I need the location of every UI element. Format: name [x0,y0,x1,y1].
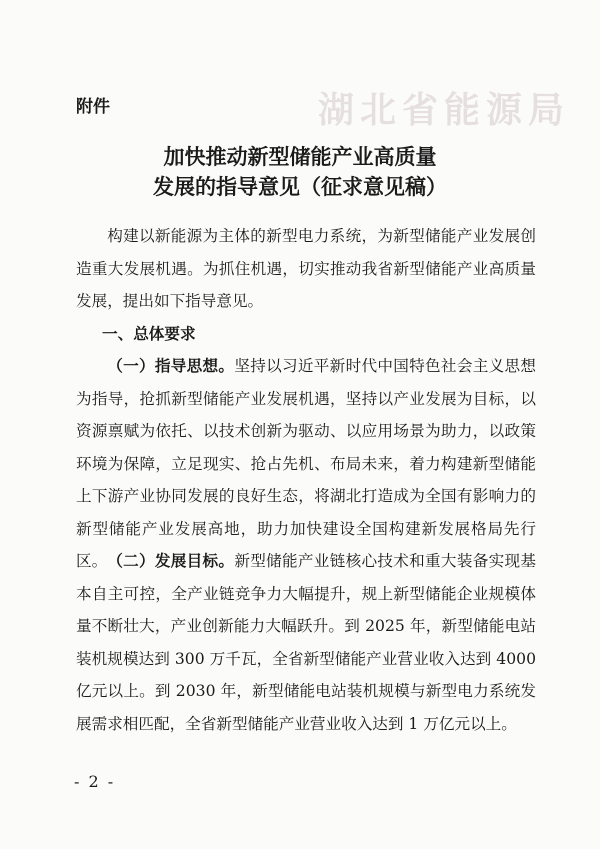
development-goals-paragraph [76,545,536,740]
document-title-line-2: 发展的指导意见（征求意见稿） [153,174,447,199]
paragraph-body: 新型储能产业链核心技术和重大装备实现基本自主可控，全产业链竞争力大幅提升，规上新型储能企业规模体量不断壮大，产业创新能力大幅跃升。到 2025 年，新型储能电站装机规模达到 300 万千瓦，全省新型储能产业营业收入达到 4000 亿元以上。到 2030 年，新型储能电站装机规模与新型电力系统发展需求相匹配，全省新型储能产业营业收入达到 1 万亿元以上。 [76,552,536,733]
document-title-line-1: 加快推动新型储能产业高质量 [163,144,437,169]
intro-paragraph: 构建以新能源为主体的新型电力系统，为新型储能产业发展创造重大发展机遇。为抓住机遇，切实推动我省新型储能产业高质量发展，提出如下指导意见。 [76,227,536,310]
section-heading: 一、总体要求 [102,325,196,343]
guiding-ideology-paragraph [76,350,536,578]
page-number: - 2 - [74,772,116,791]
paragraph-lead: （二）发展目标。 [107,552,235,570]
paragraph-lead: （一）指导思想。 [107,357,235,375]
attachment-label: 附件 [76,97,110,117]
issuer-stamp: 湖北省能源局 [318,89,571,131]
paragraph-body: 坚持以习近平新时代中国特色社会主义思想为指导，抢抓新型储能产业发展机遇，坚持以产业发展为目标，以资源禀赋为依托、以技术创新为驱动、以应用场景为助力，以政策环境为保障，立足现实、抢占先机、布局未来，着力构建新型储能上下游产业协同发展的良好生态，将湖北打造成为全国有影响力的新型储能产业发展高地，助力加快建设全国构建新发展格局先行区。 [76,357,536,570]
